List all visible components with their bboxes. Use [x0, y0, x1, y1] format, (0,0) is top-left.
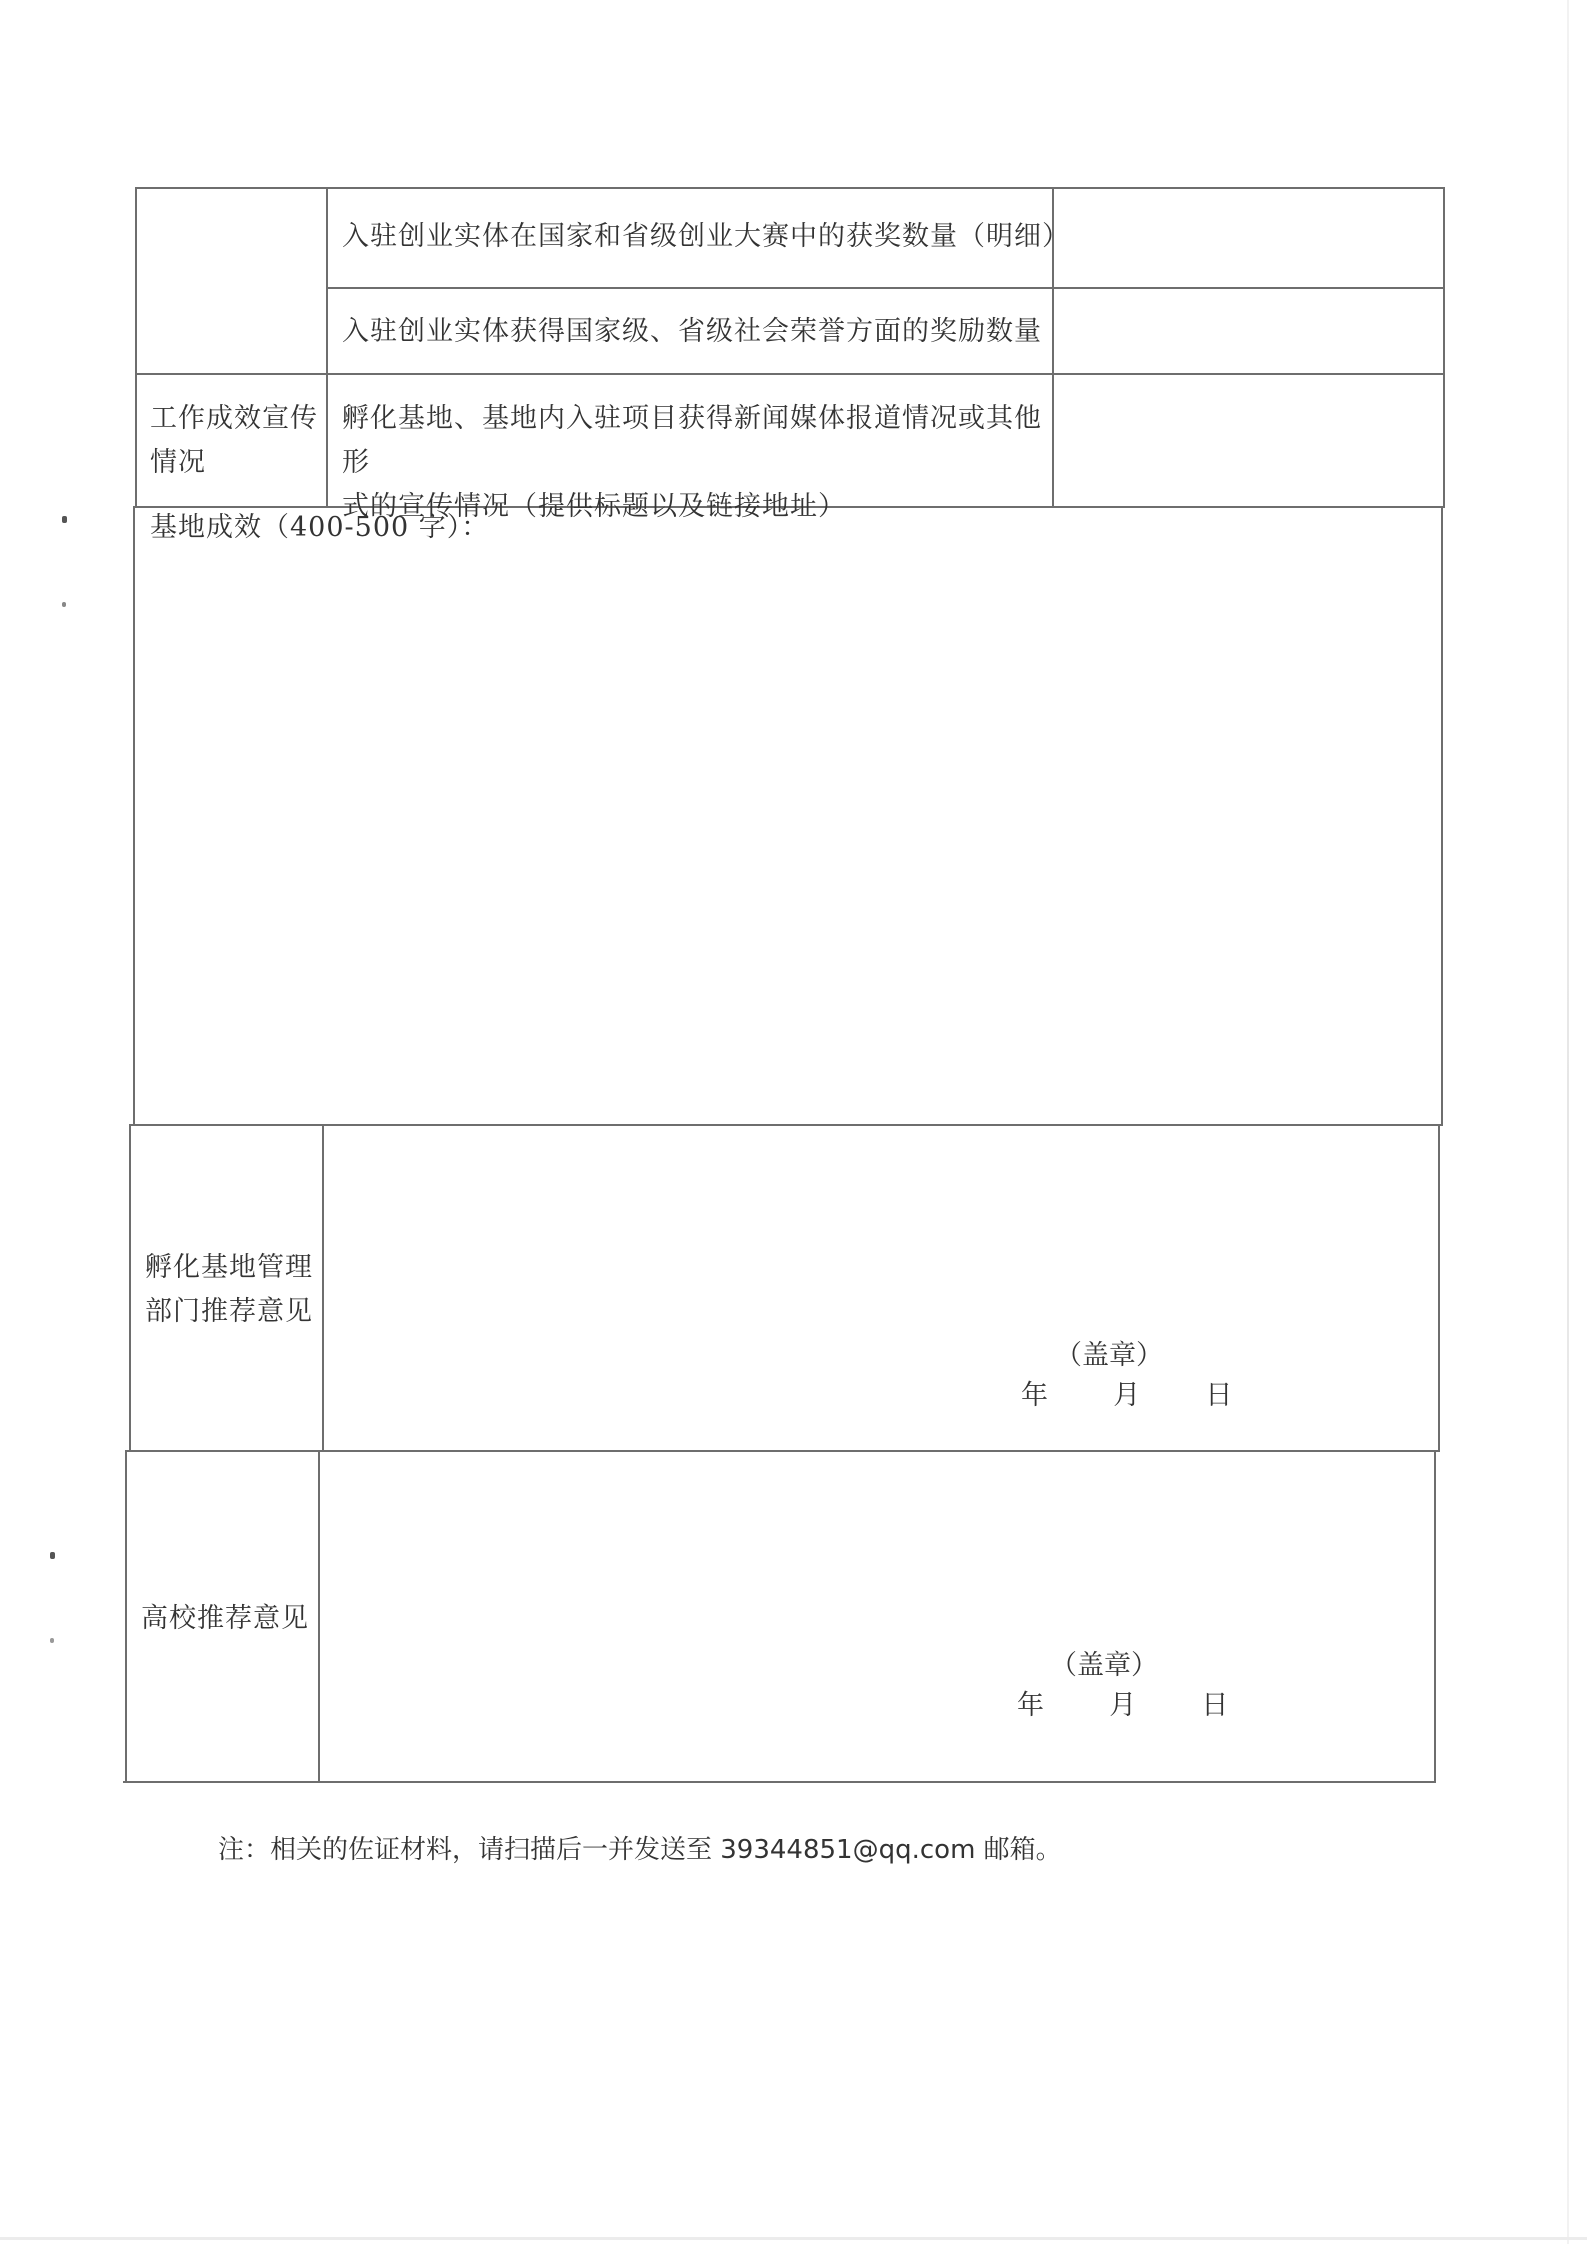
publicity-section-label [150, 397, 320, 485]
university-stamp-label: （盖章） [1050, 1650, 1158, 1681]
table-border-right [1438, 1124, 1440, 1452]
publicity-value-cell[interactable] [1054, 375, 1442, 505]
incubator-opinion-area[interactable] [325, 1127, 1437, 1447]
scan-speck [50, 1638, 54, 1643]
table-border-right [1441, 506, 1443, 1126]
incubator-recommendation-label [145, 1246, 320, 1334]
honor-count-label: 入驻创业实体获得国家级、省级社会荣誉方面的奖励数量 [342, 316, 1042, 347]
scan-speck [62, 602, 66, 607]
scan-edge [0, 2237, 1587, 2240]
university-date [1017, 1686, 1228, 1726]
table-border-left [129, 1124, 131, 1452]
table-border-right [1434, 1450, 1436, 1783]
day-label: 日 [1201, 1690, 1229, 1721]
footnote: 注：相关的佐证材料，请扫描后一并发送至 39344851@qq.com 邮箱。 [218, 1835, 1062, 1865]
day-label: 日 [1205, 1380, 1233, 1411]
year-label: 年 [1017, 1690, 1044, 1721]
award-count-value-cell[interactable] [1054, 189, 1442, 286]
table-border-left [135, 187, 137, 507]
table-column-divider [318, 1450, 320, 1783]
award-count-label: 入驻创业实体在国家和省级创业大赛中的获奖数量（明细） [342, 221, 1070, 252]
university-recommendation-label: 高校推荐意见 [141, 1603, 309, 1634]
table-border-left [125, 1450, 127, 1783]
scan-speck [50, 1552, 55, 1559]
incubator-stamp-label: （盖章） [1055, 1340, 1163, 1371]
table-row-divider [129, 1124, 1442, 1126]
publicity-description-line: 式的宣传情况（提供标题以及链接地址） [342, 491, 846, 522]
month-label: 月 [1113, 1380, 1141, 1411]
table-column-divider [326, 187, 328, 507]
publicity-section-label-text: 工作成效宣传情况 [150, 403, 318, 478]
scan-edge [1567, 0, 1569, 2244]
university-opinion-area[interactable] [321, 1453, 1433, 1780]
table-column-divider [322, 1124, 324, 1452]
incubator-date [1021, 1376, 1232, 1416]
base-achievement-label: 基地成效（400-500 字）： [150, 512, 490, 543]
incubator-label-line: 部门推荐意见 [145, 1296, 313, 1327]
scan-speck [62, 516, 67, 523]
base-achievement-text-area[interactable] [136, 556, 1440, 1122]
table-border-left [133, 506, 135, 1126]
honor-count-value-cell[interactable] [1054, 289, 1442, 372]
incubator-label-line: 孵化基地管理 [145, 1252, 313, 1283]
publicity-description-line: 孵化基地、基地内入驻项目获得新闻媒体报道情况或其他形 [342, 403, 1042, 478]
table-border-right [1443, 187, 1445, 507]
year-label: 年 [1021, 1380, 1048, 1411]
month-label: 月 [1109, 1690, 1137, 1721]
